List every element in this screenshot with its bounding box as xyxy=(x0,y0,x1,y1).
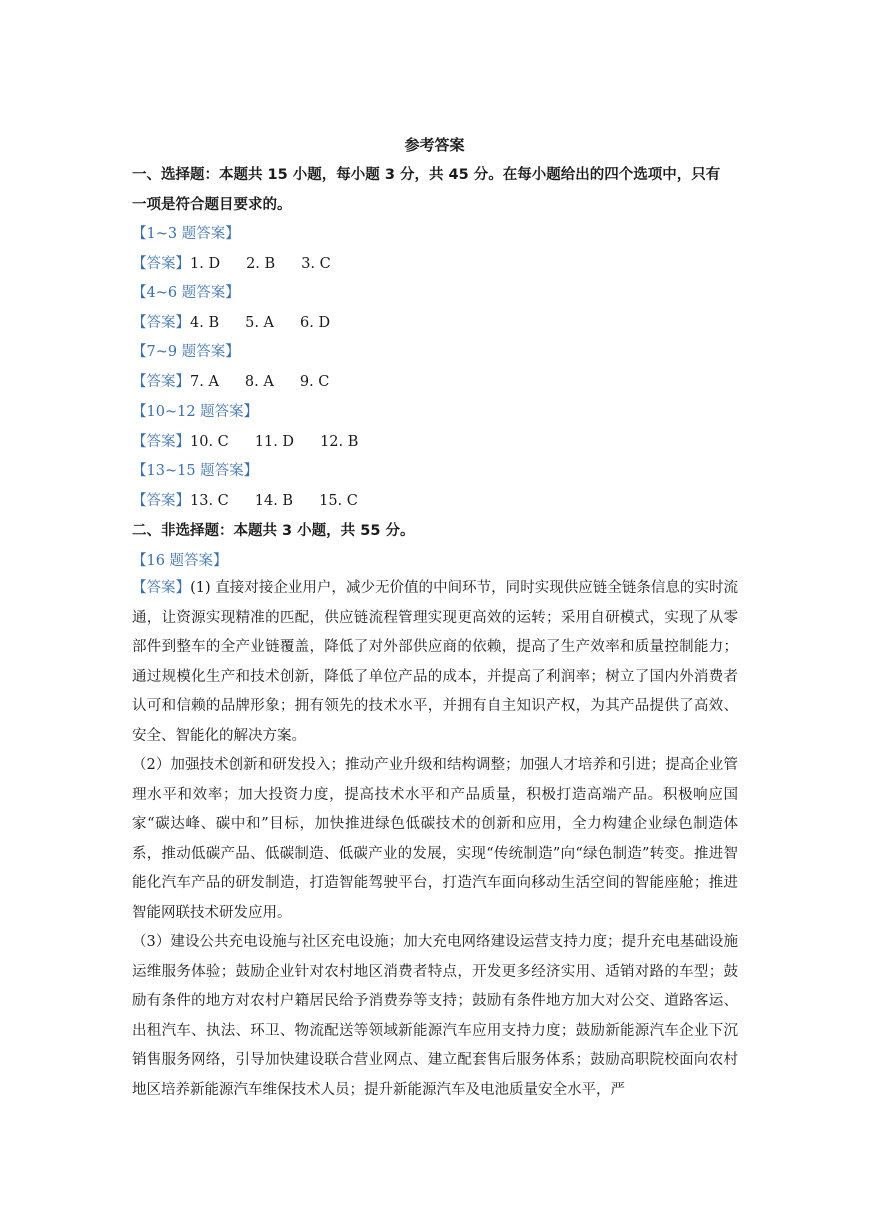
answer-item: 1. D xyxy=(190,256,221,272)
answer-item: 12. B xyxy=(320,434,359,450)
section1-heading-line2: 一项是符合题目要求的。 xyxy=(132,197,292,213)
answer-row xyxy=(132,372,355,392)
q16-header: 【16 题答案】 xyxy=(132,553,228,569)
answer-item: 6. D xyxy=(300,315,331,331)
q16-answer-part2: （2）加强技术创新和研发投入；推动产业升级和结构调整；加强人才培养和引进；提高企业管理水平和效率；加大投资力度，提高技术水平和产品质量，积极打造高端产品。积极响应国家“碳达峰、碳中和”目标，加快推进绿色低碳技术的创新和应用，全力构建企业绿色制造体系，推动低碳产品、低碳制造、低碳产业的发展，实现“传统制造”向“绿色制造”转变。推进智能化汽车产品的研发制造，打造智能驾驶平台，打造汽车面向移动生活空间的智能座舱；推进智能网联技术研发应用。 xyxy=(132,757,738,921)
answer-item: 5. A xyxy=(245,315,275,331)
answer-item: 3. C xyxy=(301,256,331,272)
group-header: 【4~6 题答案】 xyxy=(132,285,240,301)
group-header: 【7~9 题答案】 xyxy=(132,344,240,360)
answer-row xyxy=(132,254,357,274)
answer-item: 11. D xyxy=(254,434,295,450)
answer-item: 9. C xyxy=(299,374,330,390)
answer-item: 10. C xyxy=(190,434,229,450)
answer-label: 【答案】 xyxy=(132,315,190,331)
page-title: 参考答案 xyxy=(404,136,465,154)
group-header: 【1~3 题答案】 xyxy=(132,226,240,242)
q16-answer-part1 xyxy=(132,574,738,752)
answer-item: 7. A xyxy=(190,374,219,390)
answer-row xyxy=(132,313,356,333)
group-header: 【10~12 题答案】 xyxy=(132,404,259,420)
answer-row xyxy=(132,432,384,452)
answer-item: 15. C xyxy=(319,493,358,509)
answer-label: 【答案】 xyxy=(132,493,190,509)
answer-text: (1) 直接对接企业用户，减少无价值的中间环节，同时实现供应链全链条信息的实时流通，让资源实现精准的匹配，供应链流程管理实现更高效的运转；采用自研模式，实现了从零部件到整车的全产业链覆盖，降低了对外部供应商的依赖，提高了生产效率和质量控制能力；通过规模化生产和技术创新，降低了单位产品的成本，并提高了利润率；树立了国内外消费者认可和信赖的品牌形象；拥有领先的技术水平，并拥有自主知识产权，为其产品提供了高效、安全、智能化的解决方案。 xyxy=(132,580,738,744)
answer-item: 2. B xyxy=(246,256,276,272)
answer-label: 【答案】 xyxy=(132,580,191,596)
answer-item: 4. B xyxy=(190,315,220,331)
section2-heading: 二、非选择题：本题共 3 小题，共 55 分。 xyxy=(132,523,415,539)
section1-heading-line1: 一、选择题：本题共 15 小题，每小题 3 分，共 45 分。在每小题给出的四个选项中，只有 xyxy=(132,167,721,183)
group-header: 【13~15 题答案】 xyxy=(132,463,259,479)
answer-row xyxy=(132,491,384,511)
answer-label: 【答案】 xyxy=(132,374,190,390)
q16-answer-part3: （3）建设公共充电设施与社区充电设施；加大充电网络建设运营支持力度；提升充电基础设施运维服务体验；鼓励企业针对农村地区消费者特点，开发更多经济实用、适销对路的车型；鼓励有条件的地方对农村户籍居民给予消费券等支持；鼓励有条件地方加大对公交、道路客运、出租汽车、执法、环卫、物流配送等领域新能源汽车应用支持力度；鼓励新能源汽车企业下沉销售服务网络，引导加快建设联合营业网点、建立配套售后服务体系；鼓励高职院校面向农村地区培养新能源汽车维保技术人员；提升新能源汽车及电池质量安全水平，严 xyxy=(132,934,738,1098)
answer-label: 【答案】 xyxy=(132,434,190,450)
answer-item: 8. A xyxy=(244,374,274,390)
answer-item: 14. B xyxy=(254,493,294,509)
answer-label: 【答案】 xyxy=(132,256,190,272)
answer-item: 13. C xyxy=(190,493,229,509)
